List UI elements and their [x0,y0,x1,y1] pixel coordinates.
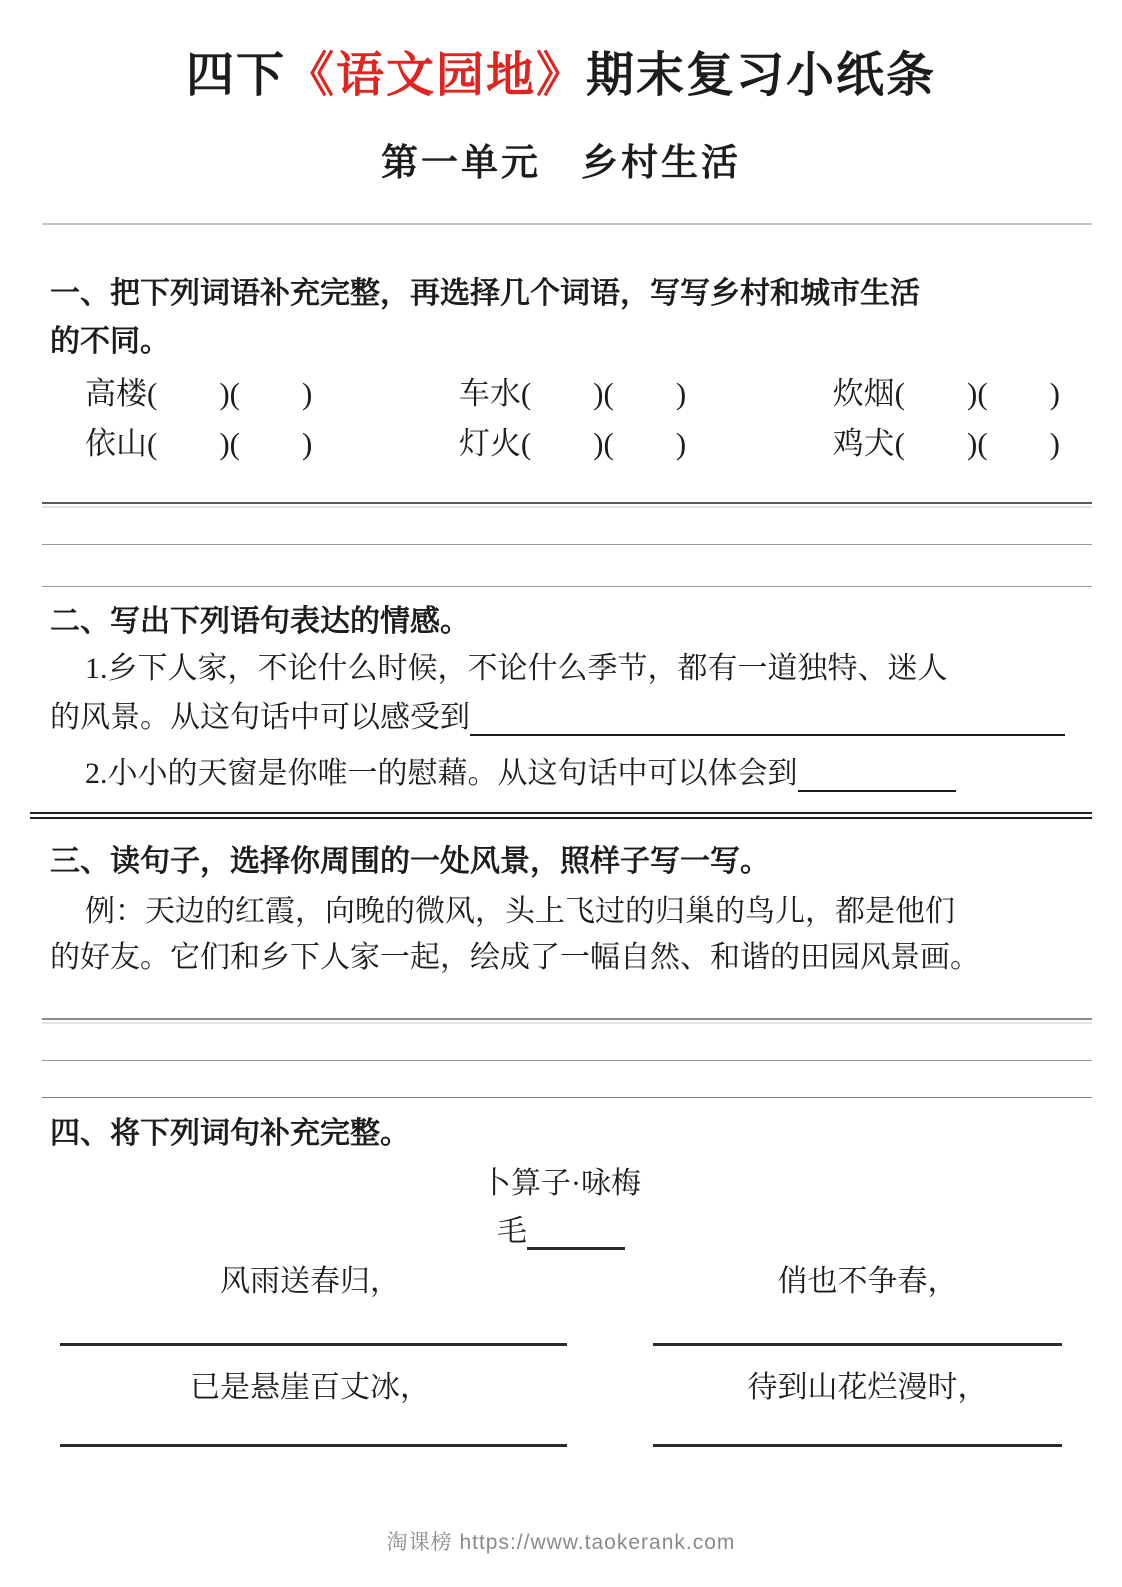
verse-spacer [570,1256,655,1300]
word-group: 依山( )( ) [85,426,313,461]
section4-heading: 四、将下列词句补充完整。 [50,1117,410,1150]
section-divider-double-rule [30,812,1092,819]
section1-heading-line2: 的不同。 [50,325,170,358]
poem-verse-row-1 [50,1256,1080,1300]
answer-writing-line [42,1060,1092,1061]
answer-writing-line [42,502,1092,504]
answer-blank [798,756,956,792]
poem-answer-blank [653,1444,1062,1447]
answer-blank [470,700,1065,736]
poem-verse-row-2 [50,1362,1080,1406]
section1-heading-line1: 一、把下列词语补充完整，再选择几个词语，写写乡村和城市生活 [50,277,920,310]
verse-line: 待到山花烂漫时， [747,1371,988,1404]
section3-heading: 三、读句子，选择你周围的一处风景，照样子写一写。 [50,845,770,878]
word-group: 炊烟( )( ) [832,376,1060,411]
page-title-highlight: 《语文园地》 [285,49,586,102]
footer-watermark: 淘课榜 https://www.taokerank.com [386,1531,736,1554]
section2-item1-line2-text: 的风景。从这句话中可以感受到 [50,701,470,734]
poem-answer-blank [60,1444,567,1447]
page-title-post: 期末复习小纸条 [586,49,937,102]
answer-writing-line [42,1018,1092,1020]
word-group: 灯火( )( ) [458,426,687,461]
poem-answer-blank [653,1343,1062,1346]
poem-answer-blank [60,1343,567,1346]
word-group: 鸡犬( )( ) [832,426,1060,461]
verse-line: 俏也不争春， [777,1265,958,1298]
page-title [0,36,1122,105]
poem-author-blank [527,1213,625,1250]
page-title-pre: 四下 [185,49,286,102]
section2-item1-line2 [50,692,1065,736]
top-divider-rule [42,223,1092,225]
poem-title: 卜算子·咏梅 [481,1167,641,1200]
answer-writing-line [42,544,1092,545]
word-group: 高楼( )( ) [85,376,313,411]
unit-subtitle: 第一单元 乡村生活 [381,143,741,184]
section3-example-line2: 的好友。它们和乡下人家一起，绘成了一幅自然、和谐的田园风景画。 [50,941,980,974]
verse-line: 已是悬崖百丈冰， [190,1371,430,1404]
section2-item2-text: 2.小小的天窗是你唯一的慰藉。从这句话中可以体会到 [85,757,798,790]
section2-item1-line1: 1.乡下人家，不论什么时候，不论什么季节，都有一道独特、迷人 [85,652,948,685]
word-group: 车水( )( ) [458,376,687,411]
poem-author-line [0,1206,1122,1250]
word-completion-row-1 [85,368,1060,413]
answer-writing-line [42,586,1092,587]
verse-line: 风雨送春归， [220,1265,400,1298]
section3-example-line1: 例：天边的红霞，向晚的微风，头上飞过的归巢的鸟儿，都是他们 [85,895,955,928]
poem-author-prefix: 毛 [497,1215,527,1248]
answer-writing-line [42,1097,1092,1098]
section2-heading: 二、写出下列语句表达的情感。 [50,605,470,638]
section2-item2 [85,748,956,792]
verse-spacer [570,1362,655,1406]
word-completion-row-2 [85,418,1060,463]
